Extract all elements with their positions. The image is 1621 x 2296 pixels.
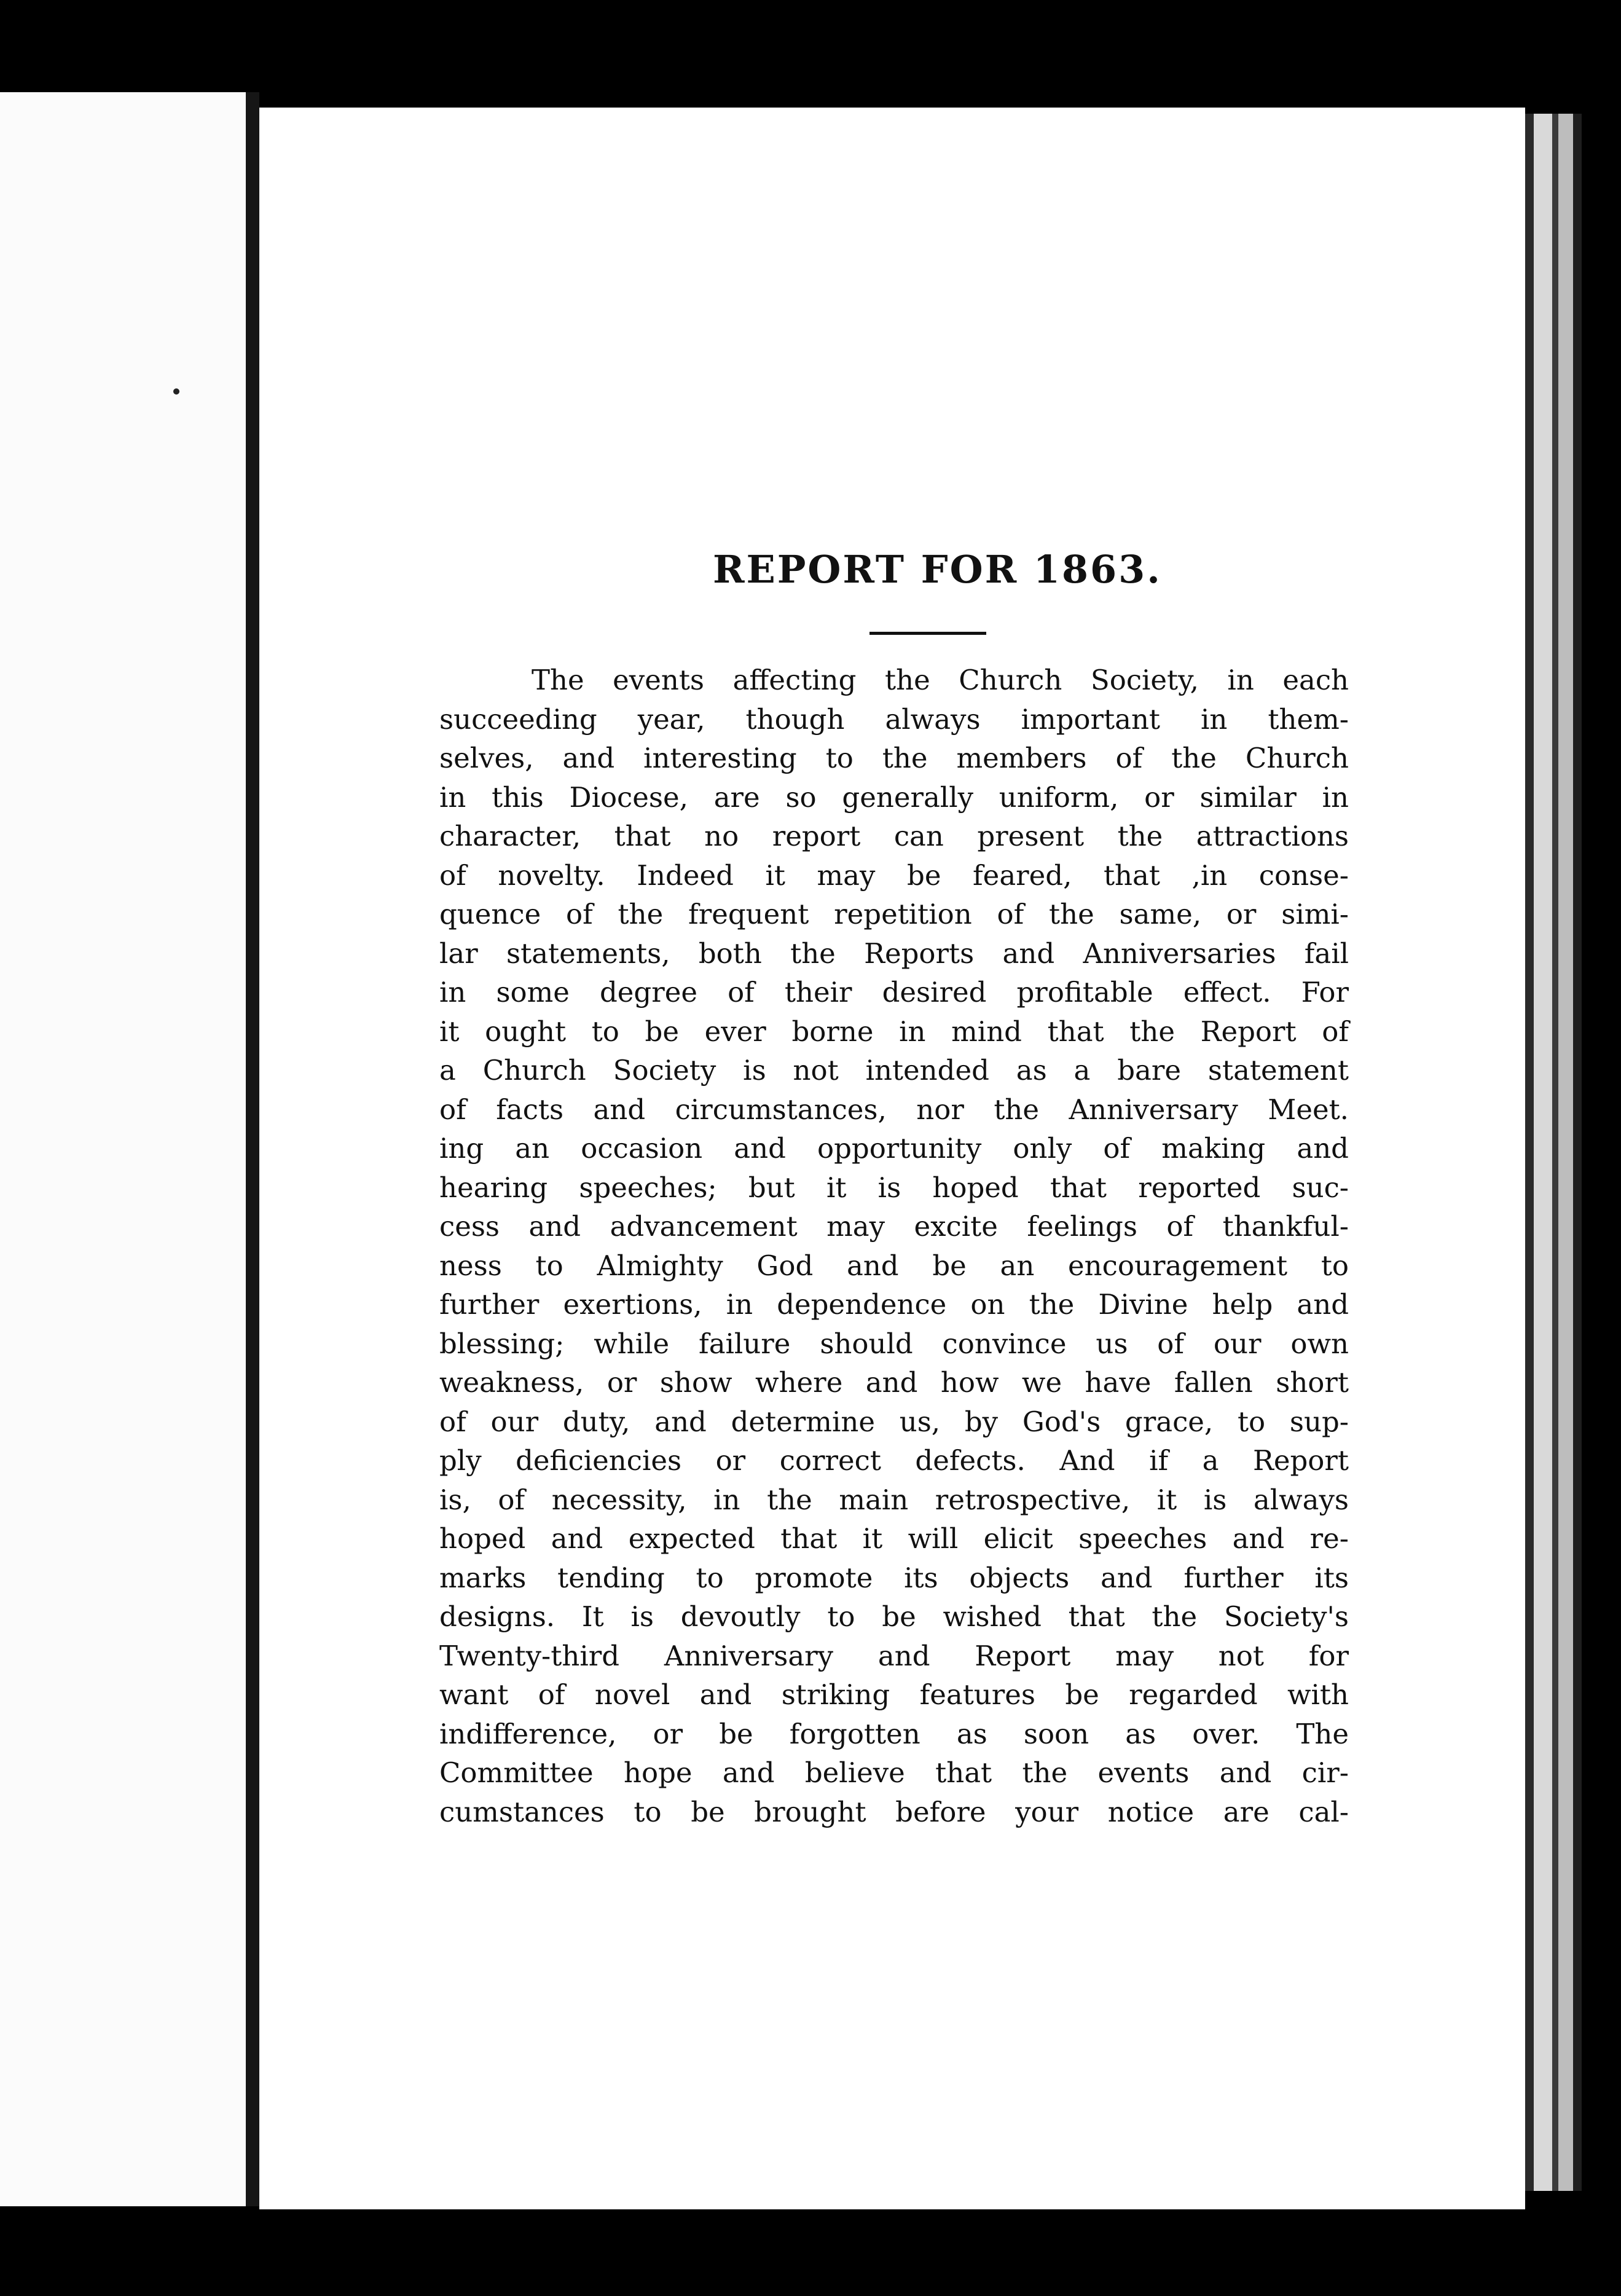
- body-line: blessing; while failure should convince us of our own: [439, 1327, 1349, 1360]
- body-line: in some degree of their desired profitable effect. For: [439, 976, 1349, 1008]
- body-line: marks tending to promote its objects and further its: [439, 1561, 1349, 1594]
- body-line: ing an occasion and opportunity only of making and: [439, 1132, 1349, 1165]
- title-rule: [869, 632, 986, 635]
- page-title: REPORT FOR 1863.: [713, 547, 1162, 592]
- body-line: lar statements, both the Reports and Anniversaries fail: [439, 937, 1349, 970]
- ink-speck: [173, 388, 179, 395]
- body-line: selves, and interesting to the members of the Church: [439, 742, 1349, 774]
- body-line: ply deficiencies or correct defects. And if a Report: [439, 1444, 1349, 1477]
- body-line: The events affecting the Church Society, in each: [532, 664, 1349, 696]
- page-edge: [1525, 114, 1534, 2191]
- body-line: indifference, or be forgotten as soon as over. The: [439, 1717, 1349, 1750]
- body-line: is, of necessity, in the main retrospective, it is always: [439, 1483, 1349, 1516]
- report-body: [439, 661, 1349, 1831]
- body-line: character, that no report can present the attractions: [439, 820, 1349, 852]
- page-edge: [1558, 114, 1573, 2191]
- body-line: of novelty. Indeed it may be feared, that ,in conse-: [439, 859, 1349, 892]
- body-line: further exertions, in dependence on the Divine help and: [439, 1288, 1349, 1321]
- body-line: it ought to be ever borne in mind that the Report of: [439, 1015, 1349, 1048]
- body-line: succeeding year, though always important in them-: [439, 702, 1349, 736]
- book-gutter: [246, 92, 259, 2206]
- page-edge: [1534, 114, 1552, 2191]
- page-edge: [1552, 114, 1558, 2191]
- body-line: of our duty, and determine us, by God's grace, to sup-: [439, 1405, 1349, 1438]
- body-line: of facts and circumstances, nor the Anniversary Meet.: [439, 1093, 1349, 1126]
- body-line: a Church Society is not intended as a bare statement: [439, 1054, 1349, 1087]
- left-page-edge: [0, 92, 258, 2206]
- body-line: hoped and expected that it will elicit speeches and re-: [439, 1522, 1349, 1555]
- body-line: cess and advancement may excite feelings of thankful-: [439, 1210, 1349, 1243]
- body-line: want of novel and striking features be regarded with: [439, 1678, 1349, 1711]
- body-line: Twenty-third Anniversary and Report may not for: [439, 1639, 1349, 1672]
- body-line: ness to Almighty God and be an encouragement to: [439, 1249, 1349, 1282]
- body-line: Committee hope and believe that the events and cir-: [439, 1756, 1349, 1789]
- body-line: weakness, or show where and how we have fallen short: [439, 1366, 1349, 1399]
- page-edge: [1573, 114, 1582, 2191]
- body-line: quence of the frequent repetition of the same, or simi-: [439, 898, 1349, 930]
- body-line: hearing speeches; but it is hoped that reported suc-: [439, 1171, 1349, 1204]
- body-line: cumstances to be brought before your notice are cal-: [439, 1795, 1349, 1828]
- body-line: designs. It is devoutly to be wished that the Society's: [439, 1600, 1349, 1633]
- body-line: in this Diocese, are so generally uniform, or similar in: [439, 780, 1349, 814]
